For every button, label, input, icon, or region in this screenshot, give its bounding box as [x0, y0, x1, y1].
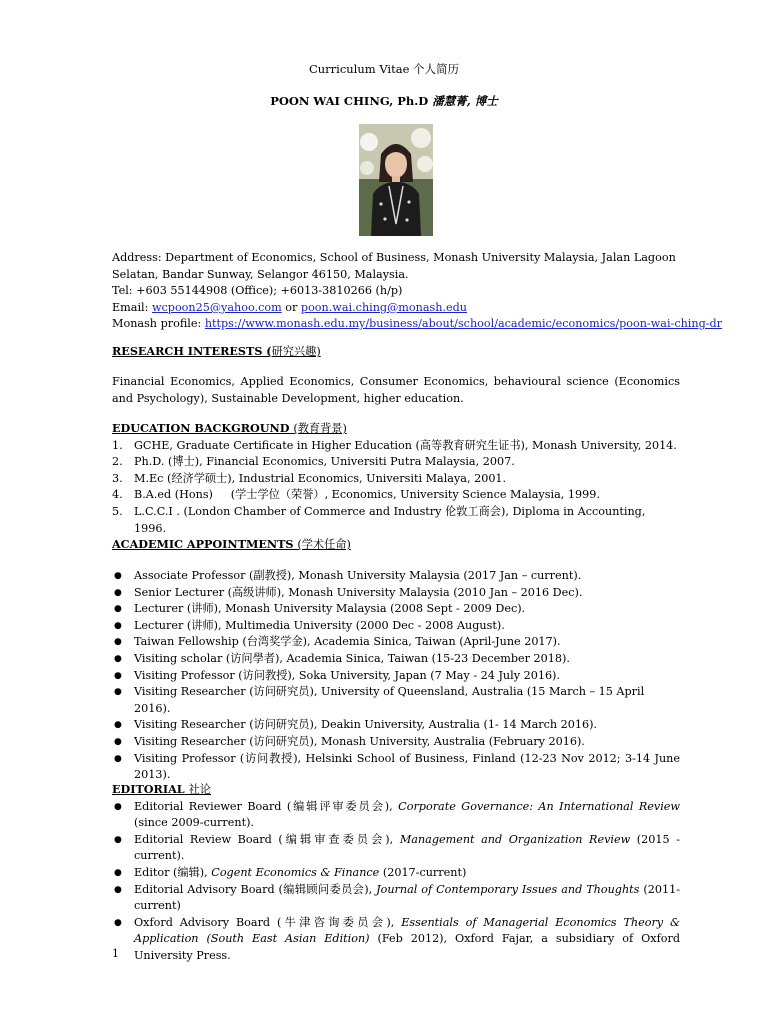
bullet-icon: ●	[114, 653, 122, 664]
research-body	[112, 374, 680, 407]
education-item	[112, 438, 680, 455]
bullet-icon: ●	[114, 620, 122, 631]
email-link-monash[interactable]: poon.wai.ching@monash.edu	[300, 300, 467, 314]
appointments-heading-text: ACADEMIC APPOINTMENTS	[112, 537, 294, 551]
appointment-item	[112, 668, 680, 685]
document-title: Curriculum Vitae 个人简历	[308, 62, 460, 76]
research-section	[112, 343, 680, 361]
research-heading-cn: 研究兴趣)	[271, 345, 321, 358]
profile-link[interactable]: https://www.monash.edu.my/business/about/school/academic/economics/poon-wai-ching-dr	[204, 317, 723, 331]
profile-line	[112, 316, 723, 333]
editorial-publication: Corporate Governance: An International Review	[398, 799, 680, 813]
email-link-yahoo[interactable]: wcpoon25@yahoo.com	[151, 300, 282, 314]
bullet-icon: ●	[114, 917, 122, 928]
appointment-item	[112, 601, 680, 618]
education-text: M.Ec (经济学硕士), Industrial Economics, Universiti Malaya, 2001.	[134, 471, 507, 485]
name-english: POON WAI CHING, Ph.D	[270, 94, 429, 108]
appointment-item	[112, 751, 680, 784]
education-list	[112, 438, 680, 538]
appointment-text: Visiting scholar (访问學者), Academia Sinica, Taiwan (15-23 December 2018).	[134, 651, 570, 665]
bullet-icon: ●	[114, 687, 122, 698]
education-text: GCHE, Graduate Certificate in Higher Education (高等教育研究生证书), Monash University, 2014.	[134, 438, 677, 452]
editorial-role: Oxford Advisory Board (牛津咨询委员会),	[134, 915, 402, 929]
contact-block	[112, 250, 723, 333]
appointment-item	[112, 717, 680, 734]
appointment-text: Taiwan Fellowship (台湾奖学金), Academia Sinica, Taiwan (April-June 2017).	[134, 635, 561, 649]
appointments-body	[112, 568, 680, 784]
editorial-role: Editorial Review Board (编辑审查委员会),	[134, 832, 400, 846]
page-number: 1	[112, 947, 119, 960]
appointment-item	[112, 684, 680, 717]
appointment-text: Visiting Researcher (访问研究员), Deakin University, Australia (1- 14 March 2016).	[134, 718, 598, 732]
editorial-role: Editorial Reviewer Board (编辑评审委员会),	[134, 799, 399, 813]
appointment-text: Visiting Researcher (访问研究员), University of Queensland, Australia (15 March – 15 April 2016).	[134, 685, 645, 715]
research-heading	[112, 343, 680, 361]
appointment-item	[112, 618, 680, 635]
education-item	[112, 471, 680, 488]
appointment-item	[112, 734, 680, 751]
editorial-item	[112, 799, 680, 832]
appointment-text: Senior Lecturer (高级讲师), Monash University Malaysia (2010 Jan – 2016 Dec).	[134, 585, 583, 599]
name-chinese: 潘慧菁, 博士	[432, 94, 498, 108]
bullet-icon: ●	[114, 884, 122, 895]
appointments-section	[112, 536, 680, 554]
editorial-publication: Management and Organization Review	[399, 832, 631, 846]
bullet-icon: ●	[114, 720, 122, 731]
editorial-role: Editorial Advisory Board (编辑顾问委员会),	[134, 882, 377, 896]
editorial-item	[112, 832, 680, 865]
bullet-icon: ●	[114, 571, 122, 581]
bullet-icon: ●	[114, 736, 122, 747]
research-text: Financial Economics, Applied Economics, Consumer Economics, behavioural science (Economics and Psychology), Sustainable Development, higher education.	[112, 375, 680, 405]
appointment-text: Lecturer (讲师), Multimedia University (2000 Dec - 2008 August).	[134, 618, 505, 632]
email-line	[112, 300, 680, 317]
bullet-icon: ●	[114, 801, 122, 812]
email-or: or	[285, 300, 298, 314]
editorial-publication: Cogent Economics & Finance	[211, 865, 380, 879]
address-line-1: Address: Department of Economics, School of Business, Monash University Malaysia, Jalan Lagoon	[112, 251, 676, 264]
profile-photo	[359, 124, 433, 236]
bullet-icon: ●	[114, 587, 122, 598]
education-text: L.C.C.I . (London Chamber of Commerce and Industry 伦敦工商会), Diploma in Accounting, 1996.	[134, 504, 646, 535]
list-number: 5.	[112, 504, 123, 518]
appointment-item	[112, 634, 680, 651]
education-item	[112, 504, 680, 537]
education-heading-cn: (教育背景)	[293, 422, 347, 435]
education-item	[112, 487, 680, 504]
bullet-icon: ●	[114, 753, 122, 764]
editorial-period: (2017-current)	[379, 865, 467, 879]
editorial-item	[112, 915, 680, 965]
editorial-heading-text: EDITORIAL	[112, 782, 185, 796]
editorial-item	[112, 865, 680, 882]
education-heading	[112, 420, 680, 438]
education-item	[112, 454, 680, 471]
appointments-heading-cn: (学术任命)	[297, 538, 351, 551]
appointment-text: Visiting Professor (访问教授), Soka University, Japan (7 May - 24 July 2016).	[134, 668, 560, 682]
appointment-item	[112, 585, 680, 602]
bullet-icon: ●	[114, 604, 122, 615]
profile-label: Monash profile:	[112, 317, 202, 331]
email-label: Email:	[112, 300, 149, 314]
list-number: 2.	[112, 455, 123, 469]
editorial-period: (2011-current)	[134, 882, 680, 913]
education-section	[112, 420, 680, 537]
editorial-list	[112, 799, 680, 965]
bullet-icon: ●	[114, 637, 122, 648]
editorial-period: (Feb 2012), Oxford Fajar, a subsidiary of Oxford University Press.	[134, 932, 680, 962]
bullet-icon: ●	[114, 670, 122, 681]
bullet-icon: ●	[114, 867, 122, 878]
editorial-period: (since 2009-current).	[134, 816, 254, 830]
editorial-heading-cn: 社论	[188, 783, 211, 796]
editorial-section	[112, 781, 680, 965]
list-number: 3.	[112, 471, 123, 485]
editorial-role: Editor (编辑),	[134, 865, 212, 879]
appointment-text: Visiting Researcher (访问研究员), Monash University, Australia (February 2016).	[134, 734, 585, 748]
editorial-item	[112, 882, 680, 915]
appointment-item	[112, 568, 680, 585]
editorial-period: (2015 - current).	[134, 832, 680, 863]
editorial-publication: Journal of Contemporary Issues and Thoughts	[376, 882, 640, 896]
list-number: 4.	[112, 488, 123, 502]
appointment-item	[112, 651, 680, 668]
education-text: Ph.D. (博士), Financial Economics, Universiti Putra Malaysia, 2007.	[134, 455, 515, 469]
address-line-2: Selatan, Bandar Sunway, Selangor 46150, Malaysia.	[112, 267, 409, 281]
appointments-heading	[112, 536, 680, 554]
telephone: Tel: +603 55144908 (Office); +6013-3810266 (h/p)	[112, 284, 403, 298]
education-text: B.A.ed (Hons) (学士学位（荣誉）, Economics, University Science Malaysia, 1999.	[134, 488, 600, 502]
education-heading-text: EDUCATION BACKGROUND	[112, 421, 290, 435]
appointment-text: Associate Professor (副教授), Monash University Malaysia (2017 Jan – current).	[134, 569, 582, 582]
bullet-icon: ●	[114, 834, 122, 845]
list-number: 1.	[112, 438, 123, 452]
editorial-heading	[112, 781, 680, 799]
editorial-publication: Essentials of Managerial Economics Theory & Application (South East Asian Edition)	[134, 915, 680, 946]
appointment-text: Visiting Professor (访问教授), Helsinki School of Business, Finland (12-23 Nov 2012; 3-14 June 2013).	[134, 751, 680, 782]
person-name	[0, 93, 768, 110]
appointments-list	[112, 568, 680, 784]
research-heading-text: RESEARCH INTERESTS (	[112, 344, 272, 358]
appointment-text: Lecturer (讲师), Monash University Malaysia (2008 Sept - 2009 Dec).	[134, 602, 526, 616]
